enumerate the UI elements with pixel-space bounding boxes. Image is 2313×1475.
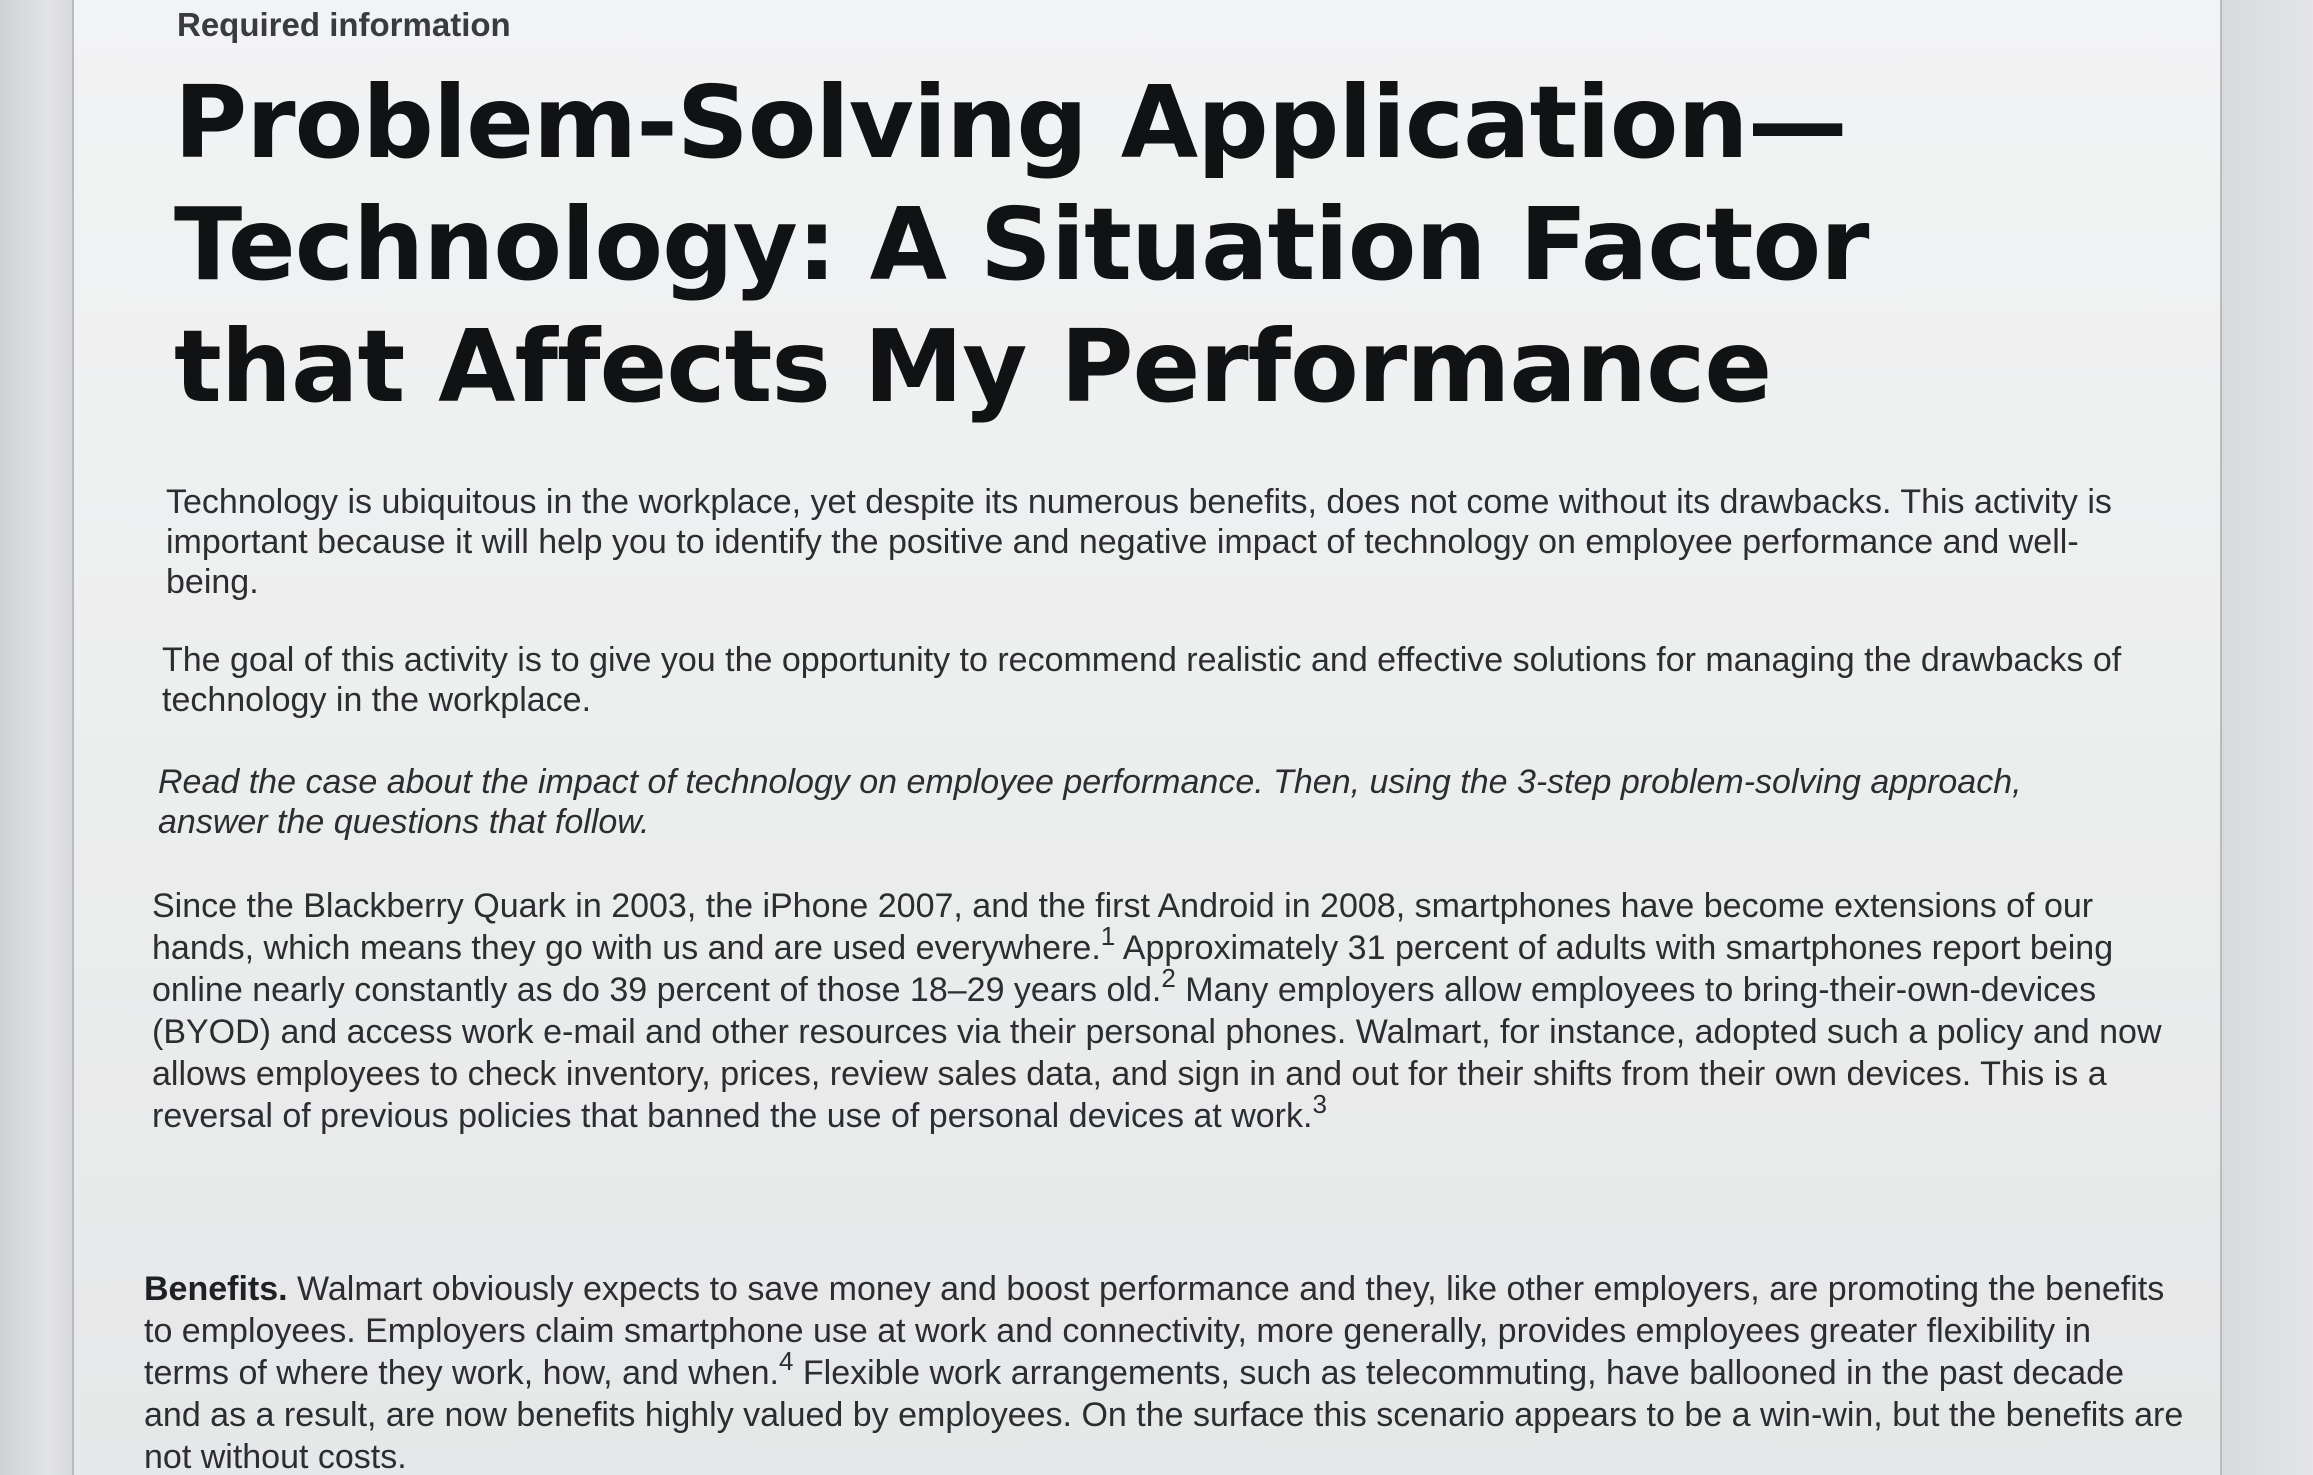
screen-bezel-right [2213, 0, 2313, 1475]
goal-paragraph: The goal of this activity is to give you the opportunity to recommend realistic and effective solutions for managing the drawbacks of technology in the workplace. [162, 641, 2122, 719]
intro-paragraph: Technology is ubiquitous in the workplace, yet despite its numerous benefits, does not come without its drawbacks. This activity is important because it will help you to identify the positive and negative impact of technology on employee performance and well-being. [166, 483, 2112, 601]
footnote-ref-1[interactable]: 1 [1100, 921, 1116, 951]
footnote-ref-2[interactable]: 2 [1161, 963, 1176, 993]
instruction-paragraph: Read the case about the impact of technology on employee performance. Then, using the 3-step problem-solving approach, answer the questions that follow. [158, 763, 2022, 841]
footnote-ref-4[interactable]: 4 [778, 1346, 794, 1376]
benefits-text: Flexible work arrangements, such as telecommuting, have ballooned in the past decade and as a result, are now benefits highly valued by employees. On the surface this scenario appears to be a win-win, but the benefits are not without costs. [144, 1354, 2184, 1475]
benefits-heading: Benefits. [144, 1270, 288, 1308]
page-title: Problem-Solving Application— Technology: A Situation Factor that Affects My Performance [174, 64, 1869, 425]
benefits-text: Walmart obviously expects to save money and boost performance and they, like other employers, are promoting the benefits to employees. Employers claim smartphone use at work and connectivity, more generally, provides employees greater flexibility in terms of where they work, how, and when. [144, 1270, 2165, 1392]
case-text: Since the Blackberry Quark in 2003, the iPhone 2007, and the first Android in 2008, smartphones have become extensions of our hands, which means they go with us and are used everywhere. [152, 887, 2094, 967]
benefits-paragraph [144, 1268, 2184, 1475]
screen-bezel-left [0, 0, 80, 1475]
footnote-ref-3[interactable]: 3 [1312, 1089, 1327, 1119]
content-page [72, 0, 2222, 1475]
required-information-label: Required information [177, 6, 511, 43]
case-paragraph [152, 885, 2182, 1137]
case-text: Many employers allow employees to bring-their-own-devices (BYOD) and access work e-mail and other resources via their personal phones. Walmart, for instance, adopted such a policy and now allows employees to check inventory, prices, review sales data, and sign in and out for their shifts from their own devices. This is a reversal of previous policies that banned the use of personal devices at work. [152, 971, 2162, 1135]
case-text: Approximately 31 percent of adults with smartphones report being online nearly constantly as do 39 percent of those 18–29 years old. [152, 929, 2114, 1009]
